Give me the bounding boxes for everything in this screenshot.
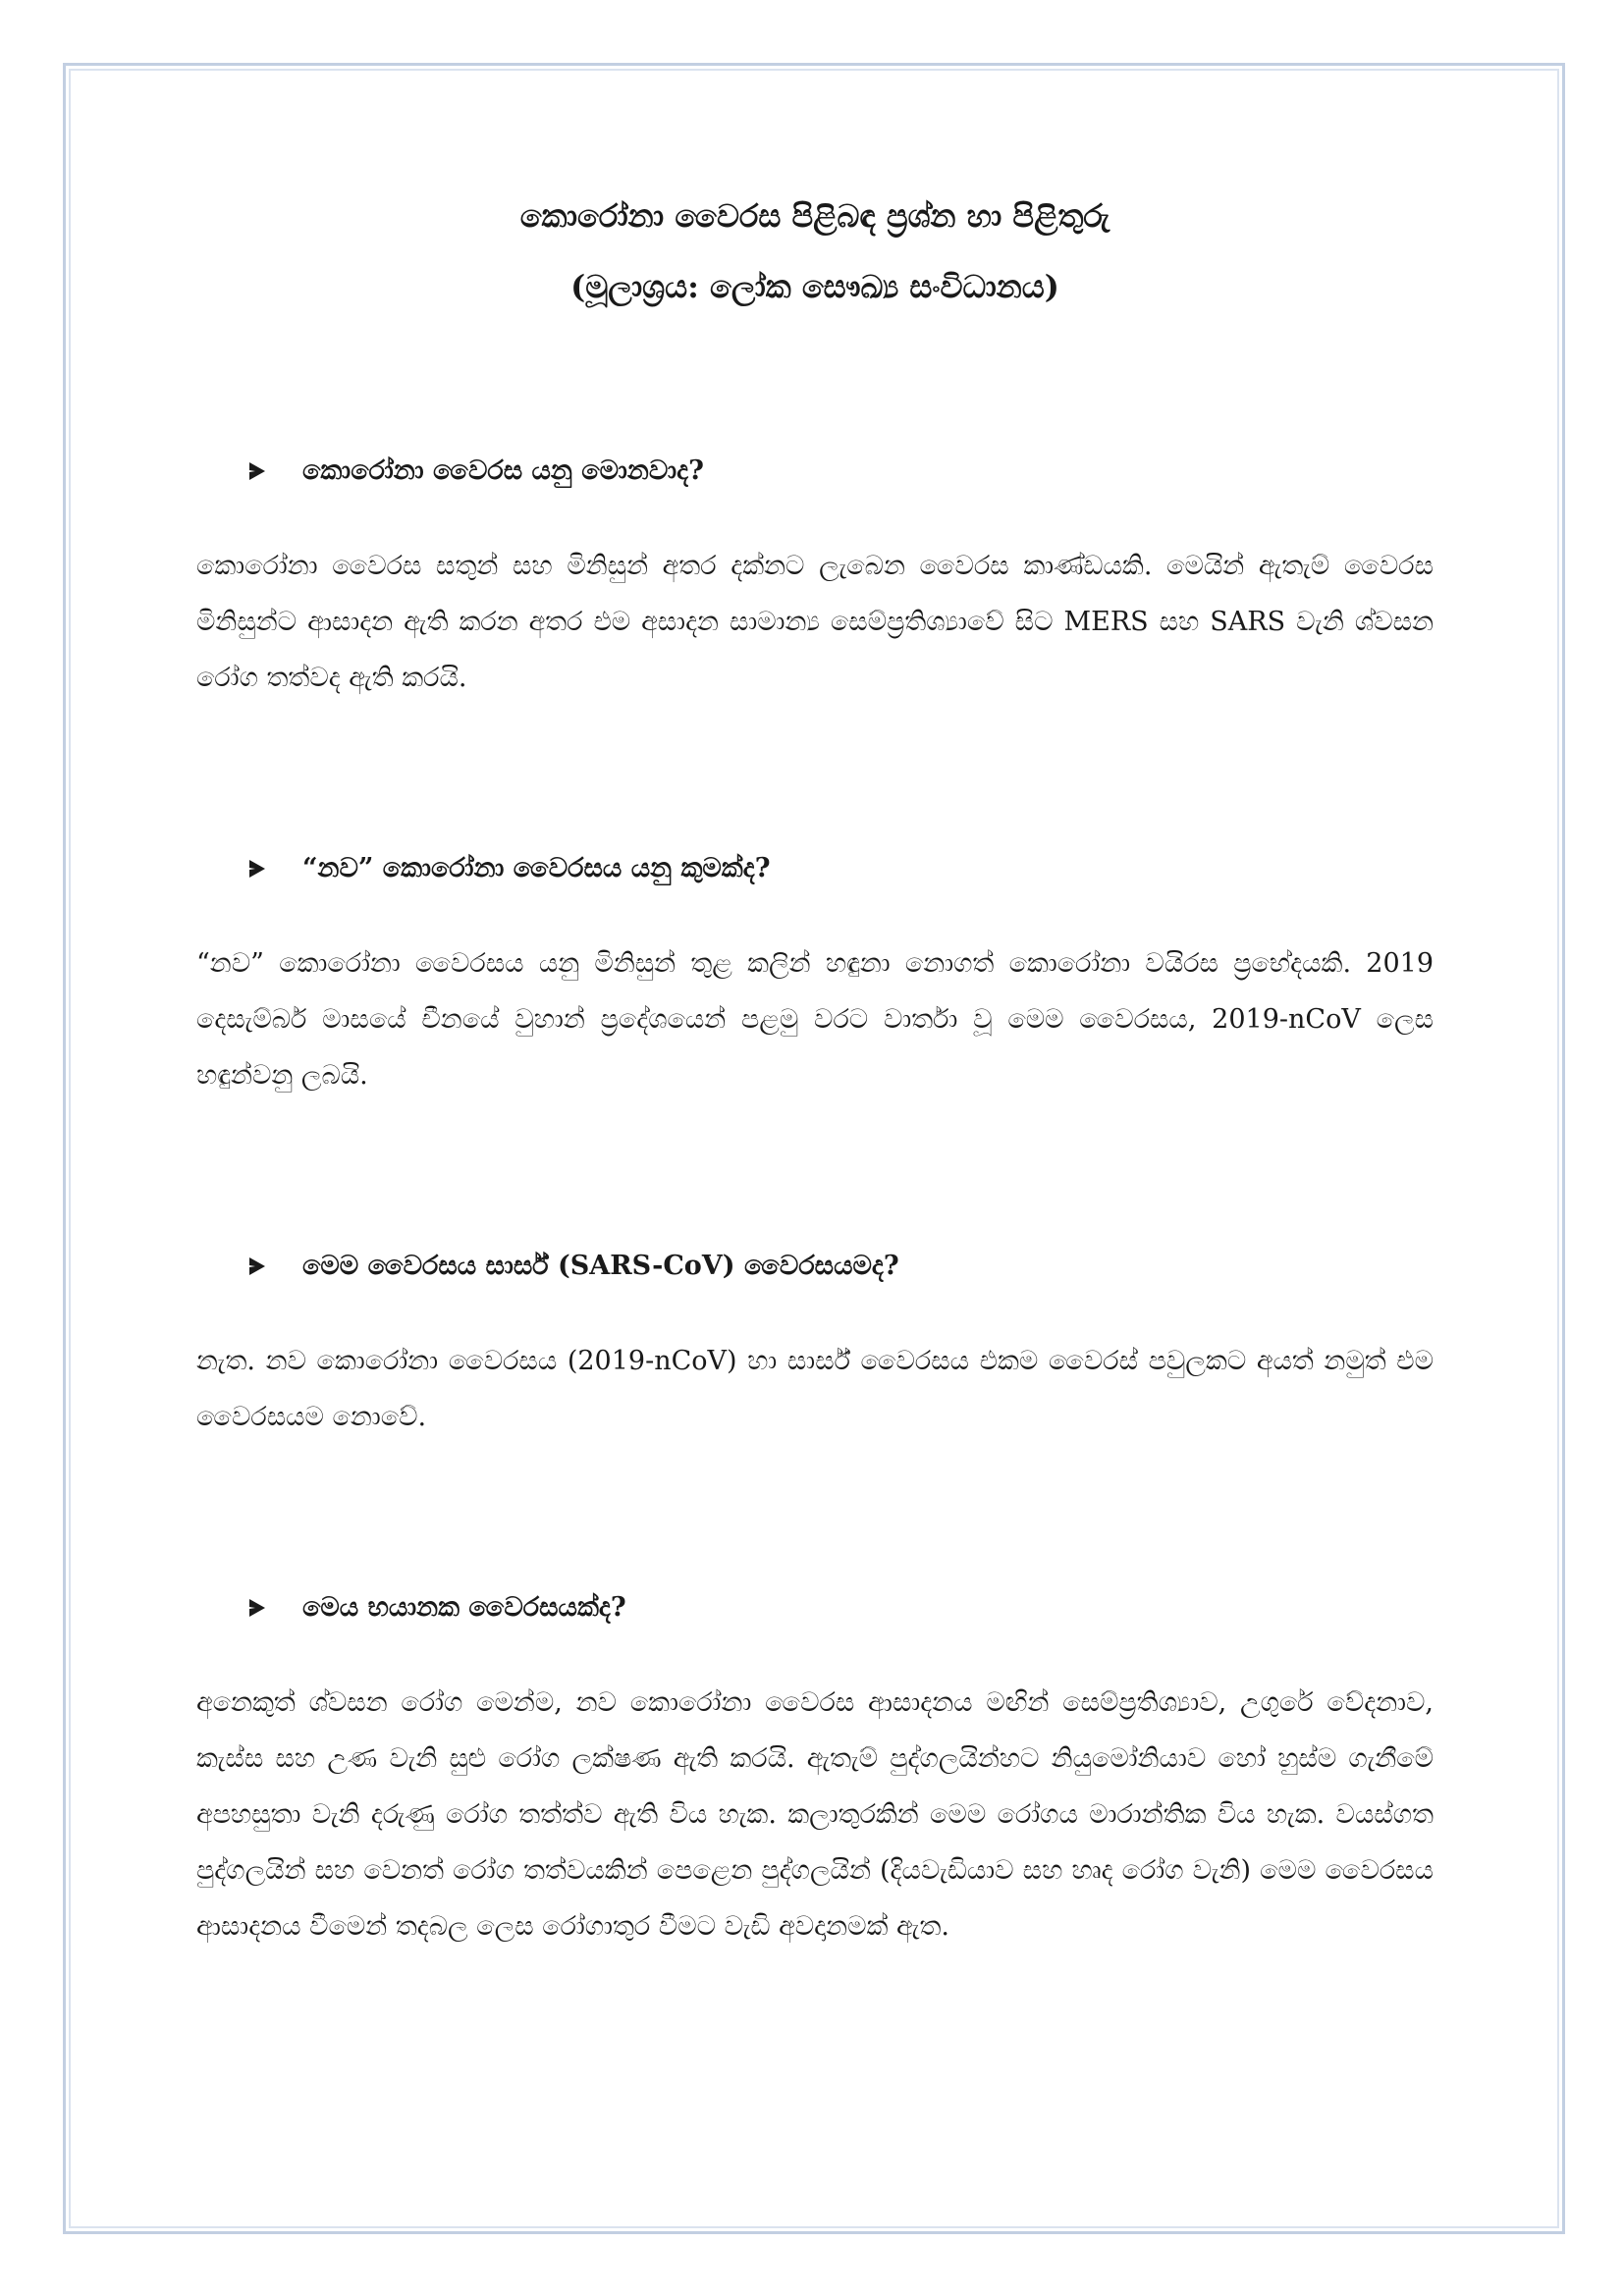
question-text: කොරෝනා වෛරස යනු මොනවාද? <box>302 455 704 486</box>
question-heading <box>249 454 704 489</box>
document-source: (මූලාශ්‍රය: ලෝක සෞඛ්‍ය සංවිධානය) <box>570 268 1059 305</box>
document-title: කොරෝනා වෛරස පිළිබඳ ප්‍රශ්න හා පිළිතුරු <box>519 197 1110 235</box>
answer-paragraph: අනෙකුත් ශ්වසන රෝග මෙන්ම, නව කොරෝනා වෛරස ආසාදනය මඟින් සෙම්ප්‍රතිශ්‍යාව, උගුරේ වේදනාව, කැස්ස සහ උණ වැනි සුළු රෝග ලක්ෂණ ඇති කරයි. ඇතැම් පුද්ගලයින්හට නියුමෝනියාව හෝ හුස්ම ගැනීමේ අපහසුතා වැනි දරුණු රෝග තත්ත්ව ඇති විය හැක. කලාතුරකින් මෙම රෝගය මාරාන්තික විය හැක. වයස්ගත පුද්ගලයින් සහ වෙනත් රෝග තත්වයකින් පෙළෙන පුද්ගලයින් (දියවැඩියාව සහ හෘද රෝග වැනි) මෙම වෛරසය ආසාදනය වීමෙන් තදබල ලෙස රෝගාතුර වීමට වැඩි අවදානමක් ඇත. <box>196 1687 1434 1942</box>
question-text: “නව” කොරෝනා වෛරසය යනු කුමක්ද? <box>302 853 771 883</box>
document-body <box>196 196 1434 1942</box>
question-heading <box>249 1590 626 1626</box>
question-text: මෙය භයානක වෛරසයක්ද? <box>302 1592 626 1623</box>
arrow-bullet-icon <box>249 462 265 480</box>
answer-paragraph: “නව” කොරෝනා වෛරසය යනු මිනිසුන් තුළ කලින් හඳුනා නොගත් කොරෝනා වයිරස ප්‍රභේදයකි. 2019 දෙසැම්බර් මාසයේ චීනයේ වුහාන් ප්‍රදේශයෙන් පළමු වරට වාර්තා වූ මෙම වෛරසය, 2019-nCoV ලෙස හඳුන්වනු ලබයි. <box>196 948 1434 1091</box>
answer-paragraph: නැත. නව කොරෝනා වෛරසය (2019-nCoV) හා සාර්ස් වෛරසය එකම වෛරස් පවුලකට අයත් නමුත් එම වෛරසයම නොවේ. <box>196 1346 1434 1432</box>
question-text: මෙම වෛරසය සාර්ස් (SARS-CoV) වෛරසයමද? <box>302 1251 899 1281</box>
question-heading <box>249 1249 899 1284</box>
answer-paragraph: කොරෝනා වෛරස සතුන් සහ මිනිසුන් අතර දක්නට ලැබෙන වෛරස කාණ්ඩයකි. මෙයින් ඇතැම් වෛරස මිනිසුන්ට ආසාදන ඇති කරන අතර එම අසාදන සාමාන්‍ය සෙම්ප්‍රතිශ්‍යාවේ සිට MERS සහ SARS වැනි ශ්වසන රෝග තත්වද ඇති කරයි. <box>196 551 1434 693</box>
question-heading <box>249 851 771 886</box>
arrow-bullet-icon <box>249 1599 265 1617</box>
arrow-bullet-icon <box>249 1257 265 1275</box>
arrow-bullet-icon <box>249 860 265 878</box>
